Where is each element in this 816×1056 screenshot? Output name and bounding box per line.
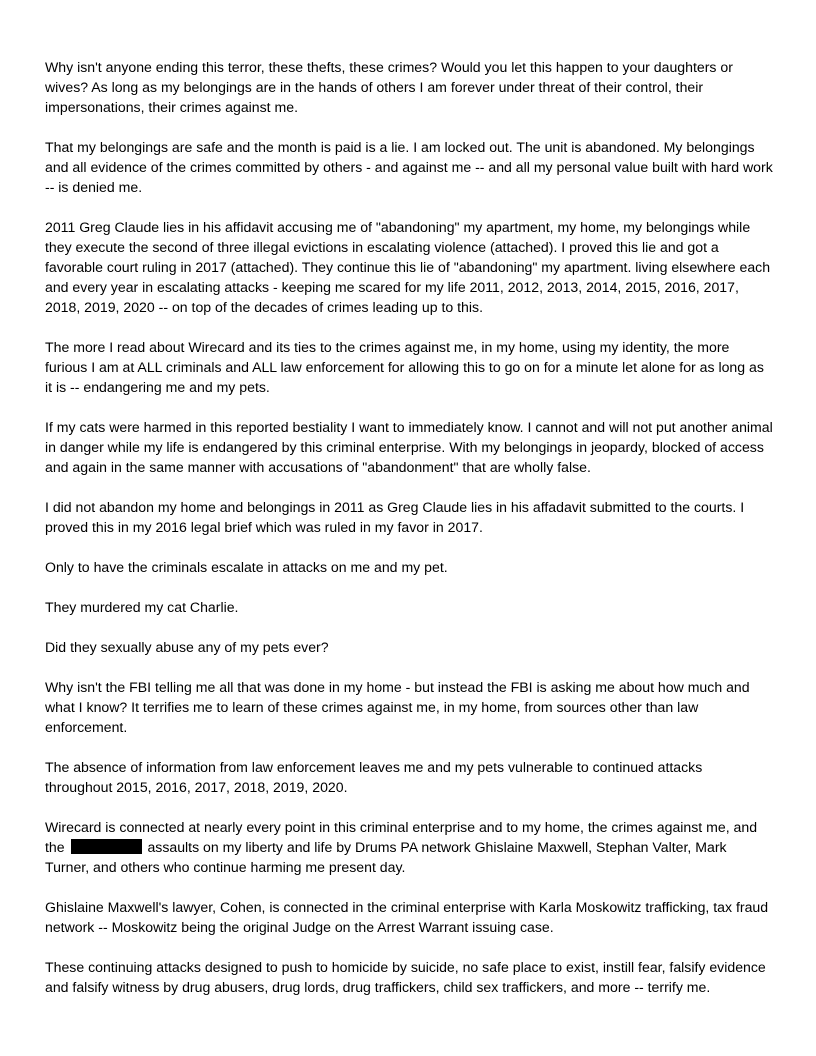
paragraph-13: Ghislaine Maxwell's lawyer, Cohen, is connected in the criminal enterprise with Karla Moskowitz trafficking, tax fraud network -- Moskowitz being the original Judge on the Arrest Warrant issuing case. [45, 899, 769, 935]
paragraph-11: The absence of information from law enforcement leaves me and my pets vulnerable to continued attacks throughout 2015, 2016, 2017, 2018, 2019, 2020. [45, 759, 703, 795]
paragraph-4: The more I read about Wirecard and its ties to the crimes against me, in my home, using my identity, the more furious I am at ALL criminals and ALL law enforcement for allowing this to go on for a minute let alone for as long as it is -- endangering me and my pets. [45, 339, 764, 395]
paragraph-5: If my cats were harmed in this reported bestiality I want to immediately know. I cannot and will not put another animal in danger while my life is endangered by this criminal enterprise. With my belongings in jeopardy, blocked of access and again in the same manner with accusations of "abandonment" that are wholly false. [45, 419, 773, 475]
paragraph-1: Why isn't anyone ending this terror, these thefts, these crimes? Would you let this happen to your daughters or wives? As long as my belongings are in the hands of others I am forever under threat of their control, their impersonations, their crimes against me. [45, 59, 733, 115]
redacted-paragraph-after: assaults on my liberty and life by Drums PA network Ghislaine Maxwell, Stephan Valter, Mark Turner, and others who continue harming me present day. [45, 839, 727, 875]
redaction-block [71, 839, 142, 854]
document-page [45, 57, 773, 1017]
paragraph-12-redacted [45, 817, 773, 877]
paragraph-8: They murdered my cat Charlie. [45, 599, 239, 615]
redacted-paragraph-before: Wirecard is connected at nearly every point in this criminal enterprise and to my home, the crimes against me, and the [45, 819, 758, 855]
paragraph-9: Did they sexually abuse any of my pets ever? [45, 639, 329, 655]
paragraph-6: I did not abandon my home and belongings in 2011 as Greg Claude lies in his affadavit submitted to the courts. I proved this in my 2016 legal brief which was ruled in my favor in 2017. [45, 499, 745, 535]
paragraph-7: Only to have the criminals escalate in attacks on me and my pet. [45, 559, 448, 575]
paragraph-10: Why isn't the FBI telling me all that was done in my home - but instead the FBI is asking me about how much and what I know? It terrifies me to learn of these crimes against me, in my home, from sources other than law enforcement. [45, 679, 750, 735]
paragraph-14: These continuing attacks designed to push to homicide by suicide, no safe place to exist, instill fear, falsify evidence and falsify witness by drug abusers, drug lords, drug traffickers, child sex traffickers, and more -- terrify me. [45, 959, 766, 995]
paragraph-3: 2011 Greg Claude lies in his affidavit accusing me of "abandoning" my apartment, my home, my belongings while they execute the second of three illegal evictions in escalating violence (attached). I proved this lie and got a favorable court ruling in 2017 (attached). They continue this lie of "abandoning" my apartment. living elsewhere each and every year in escalating attacks - keeping me scared for my life 2011, 2012, 2013, 2014, 2015, 2016, 2017, 2018, 2019, 2020 -- on top of the decades of crimes leading up to this. [45, 219, 771, 315]
paragraph-2: That my belongings are safe and the month is paid is a lie. I am locked out. The unit is abandoned. My belongings and all evidence of the crimes committed by others - and against me -- and all my personal value built with hard work -- is denied me. [45, 139, 773, 195]
